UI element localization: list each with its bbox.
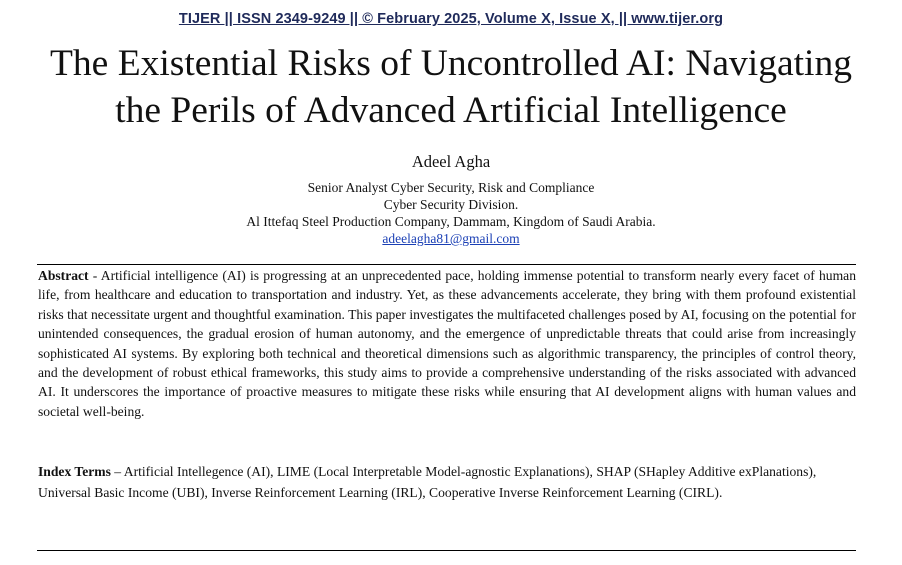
top-divider [37,264,856,265]
abstract-section [38,266,856,421]
journal-header: TIJER || ISSN 2349-9249 || © February 2025, Volume X, Issue X, || www.tijer.org [178,11,724,27]
affiliation-line-1: Senior Analyst Cyber Security, Risk and Compliance [307,180,595,195]
bottom-divider [37,550,856,551]
index-terms-text: Artificial Intellegence (AI), LIME (Local Interpretable Model-agnostic Explanations), SHAP (SHapley Additive exPlanations), Universal Basic Income (UBI), Inverse Reinforcement Learning (IRL), Cooperative Inverse Reinforcement Learning (CIRL). [38,464,817,500]
affiliation-line-2: Cyber Security Division. [383,197,519,212]
author-email-link[interactable]: adeelagha81@gmail.com [382,231,520,246]
affiliation-line-3: Al Ittefaq Steel Production Company, Dammam, Kingdom of Saudi Arabia. [246,214,656,229]
author-affiliation [0,179,902,247]
index-terms-section [38,461,856,503]
index-terms-label: Index Terms [38,464,111,479]
abstract-separator: - [88,268,101,283]
author-name: Adeel Agha [411,152,491,171]
index-terms-separator: – [110,464,124,479]
paper-title [20,40,882,134]
abstract-label: Abstract [38,268,89,283]
title-line-1: The Existential Risks of Uncontrolled AI: Navigating [50,43,852,84]
abstract-text: Artificial intelligence (AI) is progressing at an unprecedented pace, holding immense potential to transform nearly every facet of human life, from healthcare and education to transportation and industry. Yet, as these advancements accelerate, they bring with them profound existential risks that necessitate urgent and thoughtful examination. This paper investigates the multifaceted challenges posed by AI, focusing on the potential for unintended consequences, the gradual erosion of human autonomy, and the emergence of unpredictable threats that could arise from increasingly sophisticated AI systems. By exploring both technical and theoretical dimensions such as algorithmic transparency, the principles of control theory, and the development of robust ethical frameworks, this study aims to provide a comprehensive understanding of the risks associated with advanced AI. It underscores the importance of proactive measures to mitigate these risks while ensuring that AI development aligns with human values and societal well-being. [38,268,857,419]
title-line-2: the Perils of Advanced Artificial Intelligence [115,90,787,131]
